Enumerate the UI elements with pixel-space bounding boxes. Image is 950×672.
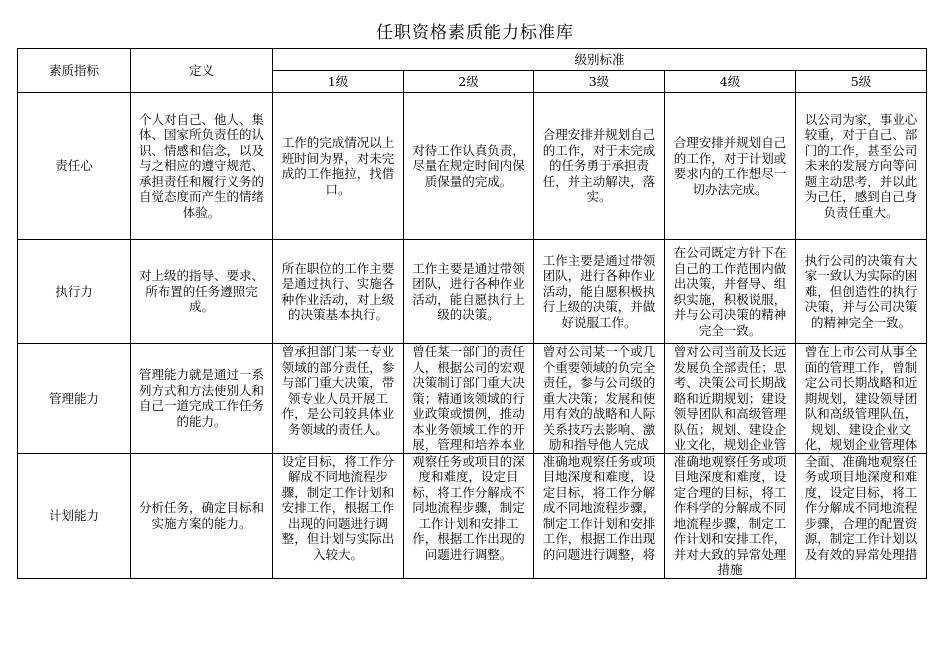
indicator-definition: 管理能力就是通过一系列方式和方法使别人和自己一道完成工作任务的能力。: [131, 344, 273, 454]
indicator-name: 执行力: [18, 240, 131, 344]
table-row: [18, 93, 927, 240]
table-row: [18, 240, 927, 344]
indicator-name: 管理能力: [18, 344, 131, 454]
indicator-definition: 个人对自己、他人、集体、国家所负责任的认识、情感和信念，以及与之相应的遵守规范、承担责任和履行义务的自觉态度而产生的情绪体验。: [131, 93, 273, 240]
level-1-cell: 工作的完成情况以上班时间为界，对未完成的工作拖拉，找借口。: [273, 93, 404, 240]
table-row: [18, 344, 927, 454]
indicator-definition: 对上级的指导、要求、所布置的任务遵照完成。: [131, 240, 273, 344]
header-definition: 定义: [131, 49, 273, 93]
document-title: 任职资格素质能力标准库: [376, 23, 574, 43]
level-1-cell: 设定目标，将工作分解成不同地流程步骤，制定工作计划和安排工作，根据工作出现的问题进行调整，但计划与实际出入较大。: [273, 453, 404, 578]
level-2-cell: 曾任某一部门的责任人，根据公司的宏观决策制订部门重大决策；精通该领域的行业政策或惯例，推动本业务领域工作的开展，管理和培养本业: [404, 344, 534, 454]
header-row-1: [18, 49, 927, 71]
indicator-definition: 分析任务，确定目标和实施方案的能力。: [131, 453, 273, 578]
level-4-cell: 在公司既定方针下在自己的工作范围内做出决策，并督导、组织实施，积极说服，并与公司决策的精神完全一致。: [665, 240, 796, 344]
level-2-cell: 工作主要是通过带领团队，进行各种作业活动，能自愿执行上级的决策。: [404, 240, 534, 344]
level-1-cell: 所在职位的工作主要是通过执行、实施各种作业活动，对上级的决策基本执行。: [273, 240, 404, 344]
level-3-cell: 准确地观察任务或项目地深度和难度，设定目标，将工作分解成不同地流程步骤，制定工作计划和安排工作，根据工作出现的问题进行调整，将: [534, 453, 665, 578]
level-4-cell: 准确地观察任务或项目地深度和难度，设定合理的目标，将工作科学的分解成不同地流程步骤，制定工作计划和安排工作，并对大致的异常处理措施: [665, 453, 796, 578]
level-1-cell: 曾承担部门某一专业领域的部分责任，参与部门重大决策，带领专业人员开展工作，是公司较具体业务领域的责任人。: [273, 344, 404, 454]
table-row: [18, 453, 927, 578]
indicator-name: 责任心: [18, 93, 131, 240]
level-3-cell: 工作主要是通过带领团队，进行各种作业活动，能自愿积极执行上级的决策，并做好说服工作。: [534, 240, 665, 344]
competency-table: [17, 48, 927, 579]
level-2-cell: 对待工作认真负责，尽量在规定时间内保质保量的完成。: [404, 93, 534, 240]
header-level-3: 3级: [534, 71, 665, 93]
level-5-cell: 以公司为家，事业心较重，对于自己、部门的工作，甚至公司未来的发展方向等问题主动思考，并以此为己任，感到自己身负责任重大。: [796, 93, 927, 240]
indicator-name: 计划能力: [18, 453, 131, 578]
header-level-2: 2级: [404, 71, 534, 93]
level-3-cell: 合理安排并规划自己的工作，对于未完成的任务勇于承担责任，并主动解决，落实。: [534, 93, 665, 240]
level-5-cell: 曾在上市公司从事全面的管理工作，曾制定公司长期战略和近期规划，建设领导团队和高级管理队伍，规划、建设企业文化，规划企业管理体: [796, 344, 927, 454]
header-level-5: 5级: [796, 71, 927, 93]
header-level-1: 1级: [273, 71, 404, 93]
header-indicator: 素质指标: [18, 49, 131, 93]
level-3-cell: 曾对公司某一个或几个重要领域的负完全责任，参与公司级的重大决策；发展和使用有效的战略和人际关系技巧去影响、激励和指导他人完成: [534, 344, 665, 454]
header-level-4: 4级: [665, 71, 796, 93]
level-5-cell: 执行公司的决策有大家一致认为实际的困难，但创造性的执行决策，并与公司决策的精神完全一致。: [796, 240, 927, 344]
level-4-cell: 曾对公司当前及长远发展负全部责任；思考、决策公司长期战略和近期规划；建设领导团队和高级管理队伍；规划、建设企业文化，规划企业管: [665, 344, 796, 454]
level-5-cell: 全面、准确地观察任务或项目地深度和难度，设定目标，将工作分解成不同地流程步骤，合理的配置资源，制定工作计划以及有效的异常处理措: [796, 453, 927, 578]
header-level-standard: 级别标准: [273, 49, 927, 71]
level-4-cell: 合理安排并规划自己的工作，对于计划或要求内的工作想尽一切办法完成。: [665, 93, 796, 240]
level-2-cell: 观察任务或项目的深度和难度，设定目标，将工作分解成不同地流程步骤，制定工作计划和安排工作，根据工作出现的问题进行调整。: [404, 453, 534, 578]
